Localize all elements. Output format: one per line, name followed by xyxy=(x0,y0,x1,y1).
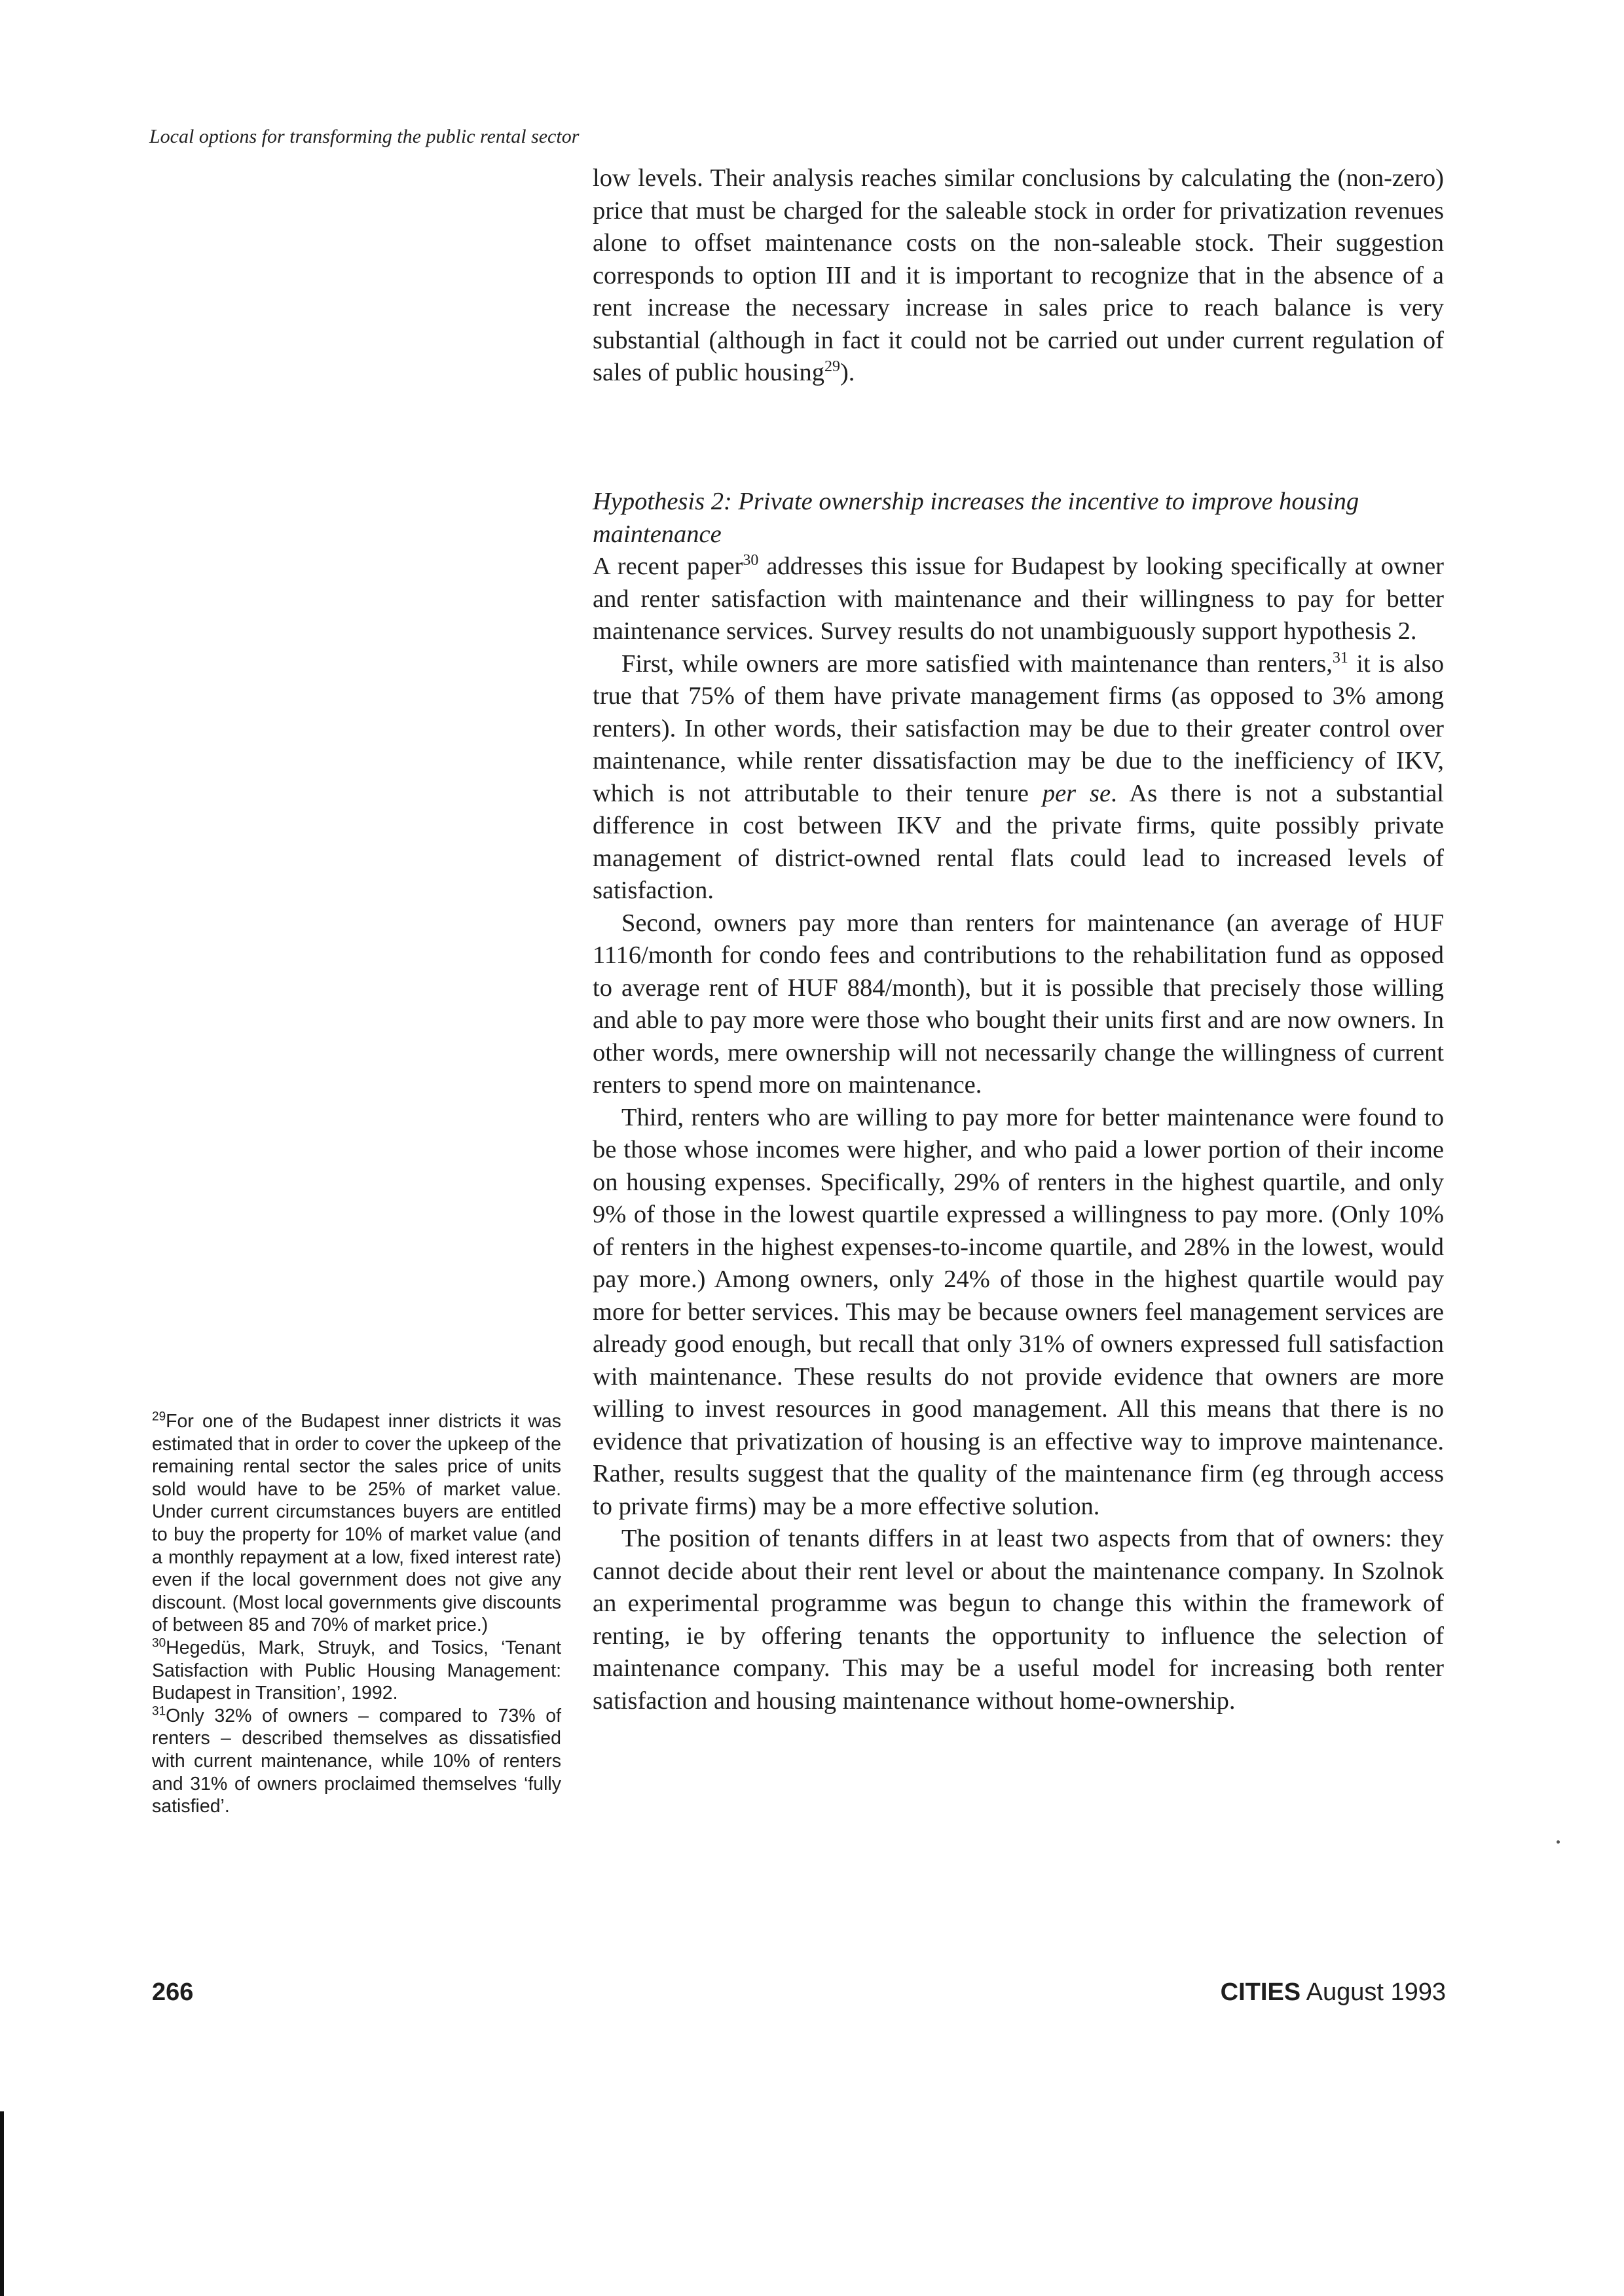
footnote xyxy=(152,1705,561,1818)
footnote-text: Only 32% of owners – compared to 73% of renters – described themselves as dissatisfied with current maintenance, while 10% of renters and 31% of owners proclaimed themselves ‘fully satisfied’. xyxy=(152,1705,561,1817)
paragraph-text: A recent paper xyxy=(593,553,743,580)
italic-phrase: per se xyxy=(1042,779,1111,807)
footnote-reference[interactable]: 30 xyxy=(743,552,759,570)
running-head: Local options for transforming the public rental sector xyxy=(149,126,580,147)
paragraph-text: low levels. Their analysis reaches similar conclusions by calculating the (non-zero) price that must be charged for the saleable stock in order for privatization revenues alone to offset maintenance costs on the non-saleable stock. Their suggestion corresponds to option III and it is important to recognize that in the absence of a rent increase the necessary increase in sales price to reach balance is very substantial (although in fact it could not be carried out under current regulation of sales of public housing xyxy=(593,164,1444,386)
footnote-text: Hegedüs, Mark, Struyk, and Tosics, ‘Tenant Satisfaction with Public Housing Management: Budapest in Transition’, 1992. xyxy=(152,1637,561,1704)
footnote xyxy=(152,1410,561,1637)
paragraph-text: it is also true that 75% of them have private management firms (as opposed to 3% among renters). In other words, their satisfaction may be due to their greater control over maintenance, while renter dissatisfaction may be due to the inefficiency of IKV, which is not attributable to their tenure xyxy=(593,649,1444,807)
page-number: 266 xyxy=(152,1978,194,2006)
section-heading: Hypothesis 2: Private ownership increases the incentive to improve housing maintenance xyxy=(593,488,1359,548)
journal-footer xyxy=(1221,1978,1446,2007)
issue-date: August 1993 xyxy=(1301,1978,1446,2006)
scan-edge-mark xyxy=(0,2111,4,2296)
body-paragraph: Third, renters who are willing to pay more for better maintenance were found to be those whose incomes were higher, and who paid a lower portion of their income on housing expenses. Specifically, 29% of renters in the highest quartile, and only 9% of those in the lowest quartile expressed a willingness to pay more. (Only 10% of renters in the highest expenses-to-income quartile, and 28% in the lowest, would pay more.) Among owners, only 24% of those in the highest quartile would pay more for better services. This may be because owners feel management services are already good enough, but recall that only 31% of owners expressed full satisfaction with maintenance. These results do not provide evidence that owners are more willing to invest resources in good management. All this means that there is no evidence that privatization of housing is an effective way to improve maintenance. Rather, results suggest that the quality of the maintenance firm (eg through access to private firms) may be a more effective solution. xyxy=(593,1103,1444,1520)
body-paragraph xyxy=(593,162,1444,390)
body-paragraph: Second, owners pay more than renters for maintenance (an average of HUF 1116/month for condo fees and contributions to the rehabilitation fund as opposed to average rent of HUF 884/month), but it is possible that precisely those willing and able to pay more were those who bought their units first and are now owners. In other words, mere ownership will not necessarily change the willingness of current renters to spend more on maintenance. xyxy=(593,909,1444,1099)
footnote-reference[interactable]: 29 xyxy=(824,358,840,376)
paragraph-text: . As there is not a substantial difference in cost between IKV and the private firms, quite possibly private management of district-owned rental flats could lead to increased levels of satisfaction. xyxy=(593,779,1444,904)
footnote-number: 30 xyxy=(152,1636,166,1650)
body-paragraph: The position of tenants differs in at least two aspects from that of owners: they cannot decide about their rent level or about the maintenance company. In Szolnok an experimental programme was begun to change this within the framework of renting, ie by offering tenants the opportunity to influence the selection of maintenance company. This may be a useful model for increasing both renter satisfaction and housing maintenance without home-ownership. xyxy=(593,1525,1444,1715)
body-column-section xyxy=(593,486,1444,1717)
footnotes-column xyxy=(152,1410,561,1818)
paragraph-text: addresses this issue for Budapest by looking specifically at owner and renter satisfaction with maintenance and their willingness to pay for better maintenance services. Survey results do not unambiguously support hypothesis 2. xyxy=(593,553,1444,645)
body-column-top xyxy=(593,162,1444,390)
scan-speck xyxy=(1557,1840,1560,1844)
footnote-number: 31 xyxy=(152,1704,166,1719)
body-paragraph xyxy=(593,648,1444,907)
body-paragraph xyxy=(593,551,1444,648)
footnote-reference[interactable]: 31 xyxy=(1332,649,1348,666)
footnote-text: For one of the Budapest inner districts it was estimated that in order to cover the upkeep of the remaining rental sector the sales price of units sold would have to be 25% of market value. Under current circumstances buyers are entitled to buy the property for 10% of market value (and a monthly repayment at a low, fixed interest rate) even if the local government does not give any discount. (Most local governments give discounts of between 85 and 70% of market price.) xyxy=(152,1411,561,1636)
journal-name: CITIES xyxy=(1220,1978,1301,2006)
paragraph-text: First, while owners are more satisfied with maintenance than renters, xyxy=(621,649,1333,678)
footnote-number: 29 xyxy=(152,1410,166,1424)
paragraph-text: ). xyxy=(840,359,855,386)
footnote xyxy=(152,1637,561,1705)
